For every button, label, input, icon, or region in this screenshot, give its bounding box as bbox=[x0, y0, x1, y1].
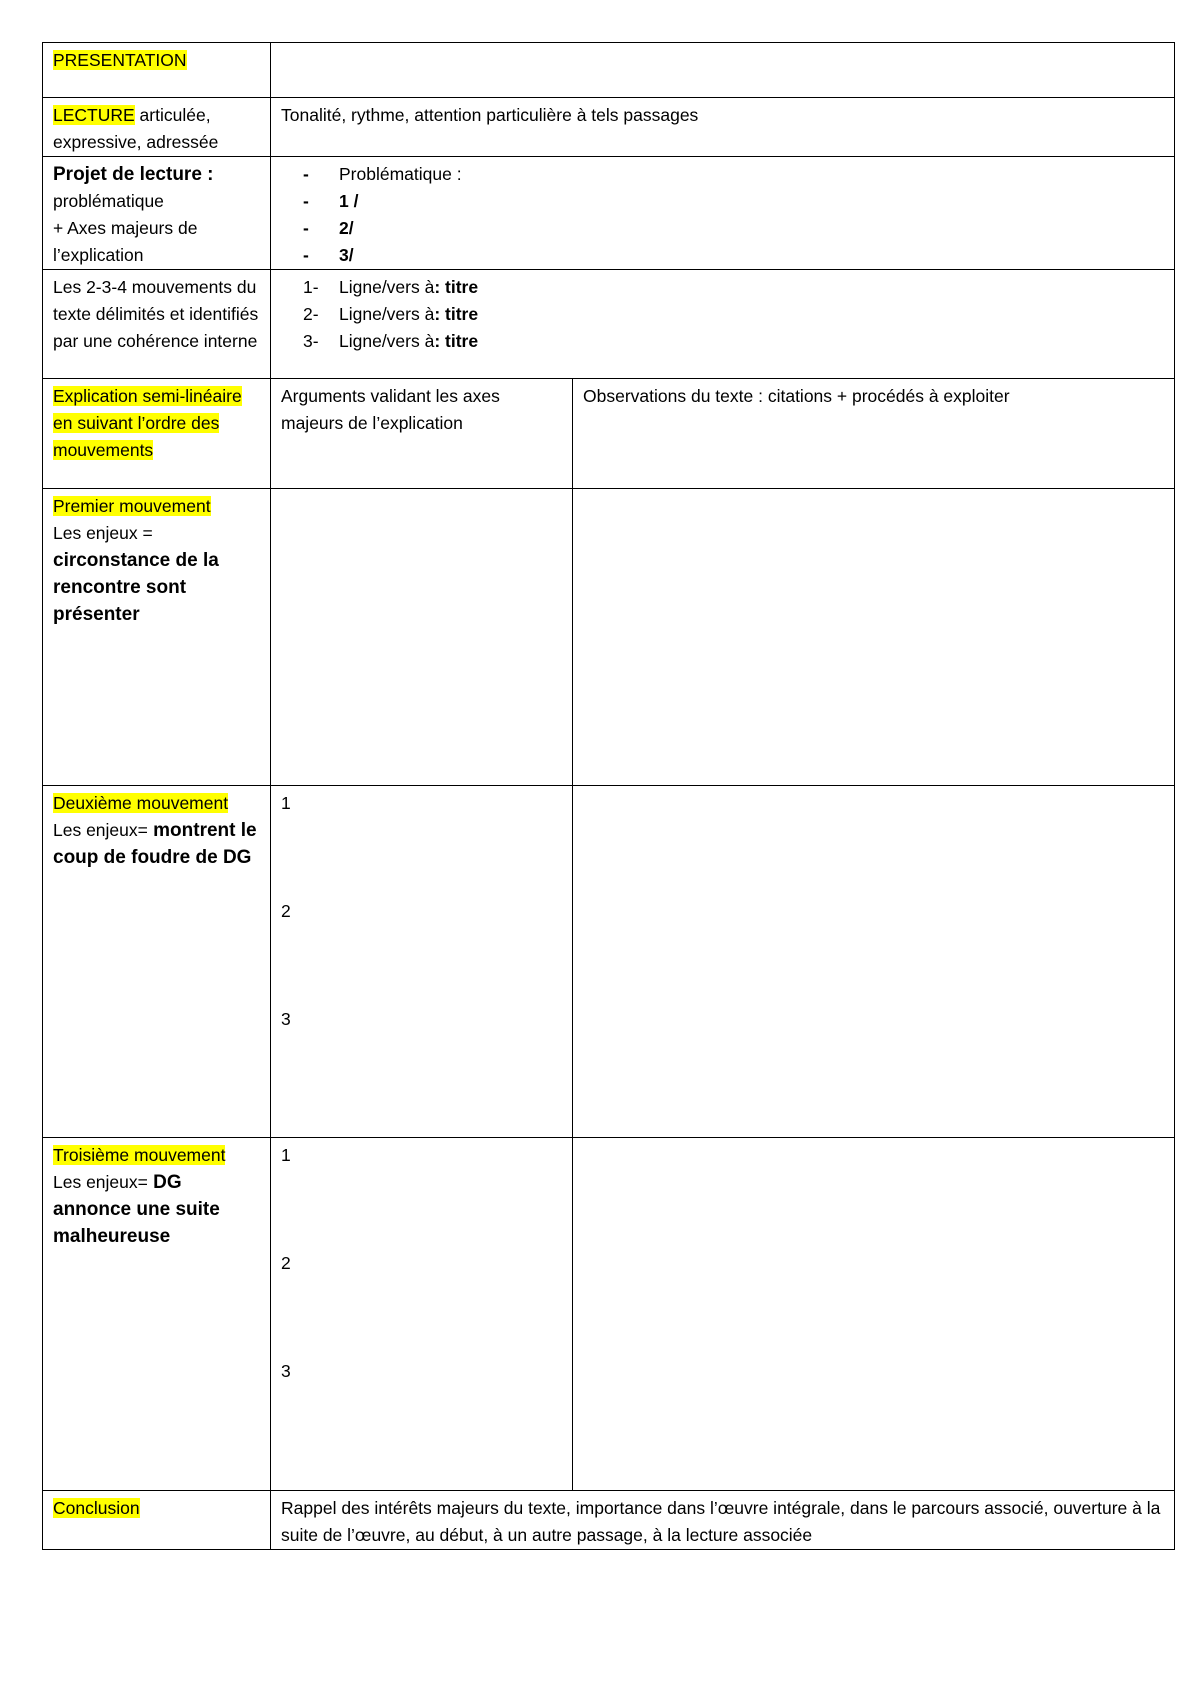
list-marker: 2- bbox=[303, 304, 319, 324]
list-item bbox=[281, 301, 1164, 328]
deuxieme-label: Deuxième mouvement bbox=[53, 793, 229, 813]
deuxieme-label-cell bbox=[43, 786, 271, 1138]
deuxieme-enjeux: Les enjeux= bbox=[53, 820, 148, 840]
list-text-bold: : titre bbox=[434, 331, 479, 351]
projet-label-axes: + Axes majeurs de l’explication bbox=[53, 218, 198, 265]
argument-number: 2 bbox=[281, 1253, 291, 1273]
mouvements-label-cell bbox=[43, 270, 271, 379]
argument-number: 3 bbox=[281, 1009, 291, 1029]
list-marker: - bbox=[303, 218, 309, 238]
argument-number: 3 bbox=[281, 1361, 291, 1381]
list-marker: - bbox=[303, 245, 309, 265]
list-text: 1 / bbox=[339, 191, 359, 211]
list-item bbox=[281, 215, 1164, 242]
list-text-bold: : titre bbox=[434, 277, 479, 297]
presentation-label-cell bbox=[43, 43, 271, 98]
troisieme-label-cell bbox=[43, 1138, 271, 1491]
explanation-template-table bbox=[42, 42, 1175, 1550]
conclusion-label: Conclusion bbox=[53, 1498, 140, 1518]
premier-label: Premier mouvement bbox=[53, 496, 211, 516]
row-presentation bbox=[43, 43, 1175, 98]
observations-header-rest: : citations + procédés à exploiter bbox=[758, 386, 1010, 406]
explication-label-cell bbox=[43, 379, 271, 489]
list-item bbox=[281, 188, 1164, 215]
explication-observations-cell bbox=[573, 379, 1175, 489]
argument-number: 1 bbox=[281, 1145, 291, 1165]
row-projet bbox=[43, 157, 1175, 270]
list-item bbox=[281, 242, 1164, 269]
troisieme-observations-cell bbox=[573, 1138, 1175, 1491]
list-text: 3/ bbox=[339, 245, 354, 265]
row-deuxieme-mouvement bbox=[43, 786, 1175, 1138]
row-conclusion bbox=[43, 1491, 1175, 1550]
projet-content-cell bbox=[271, 157, 1175, 270]
lecture-content: Tonalité, rythme, attention particulière à tels passages bbox=[281, 105, 699, 125]
explication-label: Explication semi-linéaire en suivant l’ordre des mouvements bbox=[53, 386, 242, 460]
premier-enjeux-bold: circonstance de la rencontre sont présenter bbox=[53, 550, 219, 625]
row-troisieme-mouvement bbox=[43, 1138, 1175, 1491]
troisieme-enjeux: Les enjeux= bbox=[53, 1172, 148, 1192]
list-item bbox=[281, 161, 1164, 188]
list-item bbox=[281, 328, 1164, 355]
deuxieme-enjeux-bold: montrent le coup de foudre de DG bbox=[53, 820, 257, 868]
list-marker: 3- bbox=[303, 331, 319, 351]
troisieme-arguments-cell bbox=[271, 1138, 573, 1491]
premier-label-cell bbox=[43, 489, 271, 786]
list-text-bold: : titre bbox=[434, 304, 479, 324]
projet-label-problematique: problématique bbox=[53, 191, 164, 211]
projet-label-bold: Projet de lecture : bbox=[53, 164, 214, 185]
arguments-header: Arguments validant les axes majeurs de l’explication bbox=[281, 386, 500, 433]
presentation-label: PRESENTATION bbox=[53, 50, 187, 70]
premier-arguments-cell bbox=[271, 489, 573, 786]
list-text: Ligne/vers à bbox=[339, 304, 435, 324]
troisieme-label: Troisième mouvement bbox=[53, 1145, 226, 1165]
list-text: Ligne/vers à bbox=[339, 331, 435, 351]
lecture-label-rest: articulée, expressive, adressée bbox=[53, 105, 219, 152]
deuxieme-observations-cell bbox=[573, 786, 1175, 1138]
observations-header: Observations du texte bbox=[583, 386, 759, 406]
deuxieme-arguments-cell bbox=[271, 786, 573, 1138]
conclusion-content-cell bbox=[271, 1491, 1175, 1550]
list-marker: 1- bbox=[303, 277, 319, 297]
explication-arguments-cell bbox=[271, 379, 573, 489]
list-marker: - bbox=[303, 164, 309, 184]
premier-enjeux: Les enjeux = bbox=[53, 523, 153, 543]
argument-number: 2 bbox=[281, 901, 291, 921]
conclusion-label-cell bbox=[43, 1491, 271, 1550]
lecture-label-cell bbox=[43, 98, 271, 157]
mouvements-label: Les 2-3-4 mouvements du texte délimités et identifiés par une cohérence interne bbox=[53, 277, 259, 351]
presentation-content-cell bbox=[271, 43, 1175, 98]
lecture-content-cell bbox=[271, 98, 1175, 157]
list-text: 2/ bbox=[339, 218, 354, 238]
list-item bbox=[281, 274, 1164, 301]
mouvements-list bbox=[281, 274, 1164, 355]
row-mouvements bbox=[43, 270, 1175, 379]
projet-list bbox=[281, 161, 1164, 269]
lecture-label-highlight: LECTURE bbox=[53, 105, 135, 125]
troisieme-enjeux-bold: DG annonce une suite malheureuse bbox=[53, 1172, 220, 1247]
row-premier-mouvement bbox=[43, 489, 1175, 786]
list-marker: - bbox=[303, 191, 309, 211]
list-text: Ligne/vers à bbox=[339, 277, 435, 297]
argument-number: 1 bbox=[281, 793, 291, 813]
row-explication bbox=[43, 379, 1175, 489]
projet-label-cell bbox=[43, 157, 271, 270]
row-lecture bbox=[43, 98, 1175, 157]
list-text: Problématique : bbox=[339, 164, 462, 184]
conclusion-content: Rappel des intérêts majeurs du texte, importance dans l’œuvre intégrale, dans le parcours associé, ouverture à la suite de l’œuvre, au début, à un autre passage, à la lecture associée bbox=[281, 1498, 1161, 1545]
premier-observations-cell bbox=[573, 489, 1175, 786]
mouvements-content-cell bbox=[271, 270, 1175, 379]
